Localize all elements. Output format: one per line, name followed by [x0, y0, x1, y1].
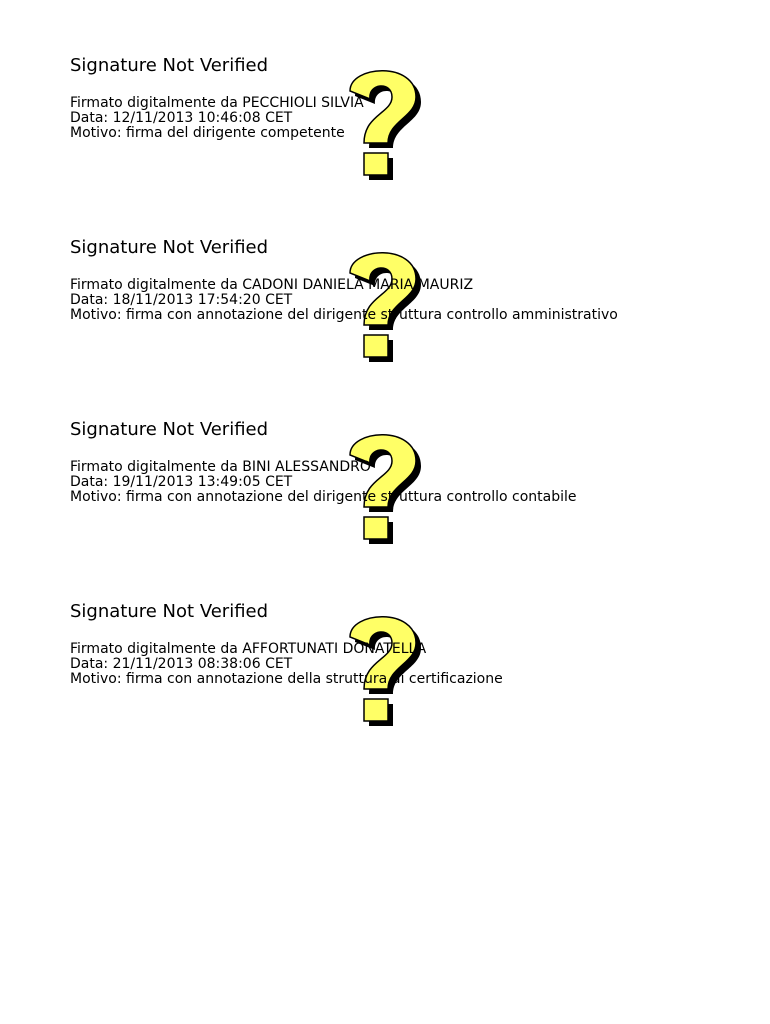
signature-status: Signature Not Verified — [70, 237, 269, 258]
signature-details — [70, 278, 618, 323]
signature-block-1 — [70, 55, 750, 205]
date-line: Data: 21/11/2013 08:38:06 CET — [70, 656, 293, 672]
signature-status: Signature Not Verified — [70, 601, 269, 622]
signature-status: Signature Not Verified — [70, 419, 269, 440]
signature-block-4 — [70, 601, 750, 751]
date-line: Data: 12/11/2013 10:46:08 CET — [70, 110, 293, 126]
reason-line: Motivo: firma con annotazione del dirigente struttura controllo amministrativo — [70, 307, 618, 323]
date-line: Data: 18/11/2013 17:54:20 CET — [70, 292, 293, 308]
signed-by-line: Firmato digitalmente da AFFORTUNATI DONATELLA — [70, 641, 427, 657]
signature-details — [70, 460, 576, 505]
signed-by-line: Firmato digitalmente da PECCHIOLI SILVIA — [70, 95, 364, 111]
reason-line: Motivo: firma con annotazione della struttura di certificazione — [70, 671, 503, 687]
signed-by-line: Firmato digitalmente da CADONI DANIELA MARIA MAURIZ — [70, 277, 474, 293]
signature-details — [70, 642, 503, 687]
signature-details — [70, 96, 364, 141]
reason-line: Motivo: firma con annotazione del dirigente struttura controllo contabile — [70, 489, 577, 505]
signed-by-line: Firmato digitalmente da BINI ALESSANDRO — [70, 459, 371, 475]
reason-line: Motivo: firma del dirigente competente — [70, 125, 345, 141]
date-line: Data: 19/11/2013 13:49:05 CET — [70, 474, 293, 490]
signature-block-3 — [70, 419, 750, 569]
signature-status: Signature Not Verified — [70, 55, 269, 76]
signature-block-2 — [70, 237, 750, 387]
